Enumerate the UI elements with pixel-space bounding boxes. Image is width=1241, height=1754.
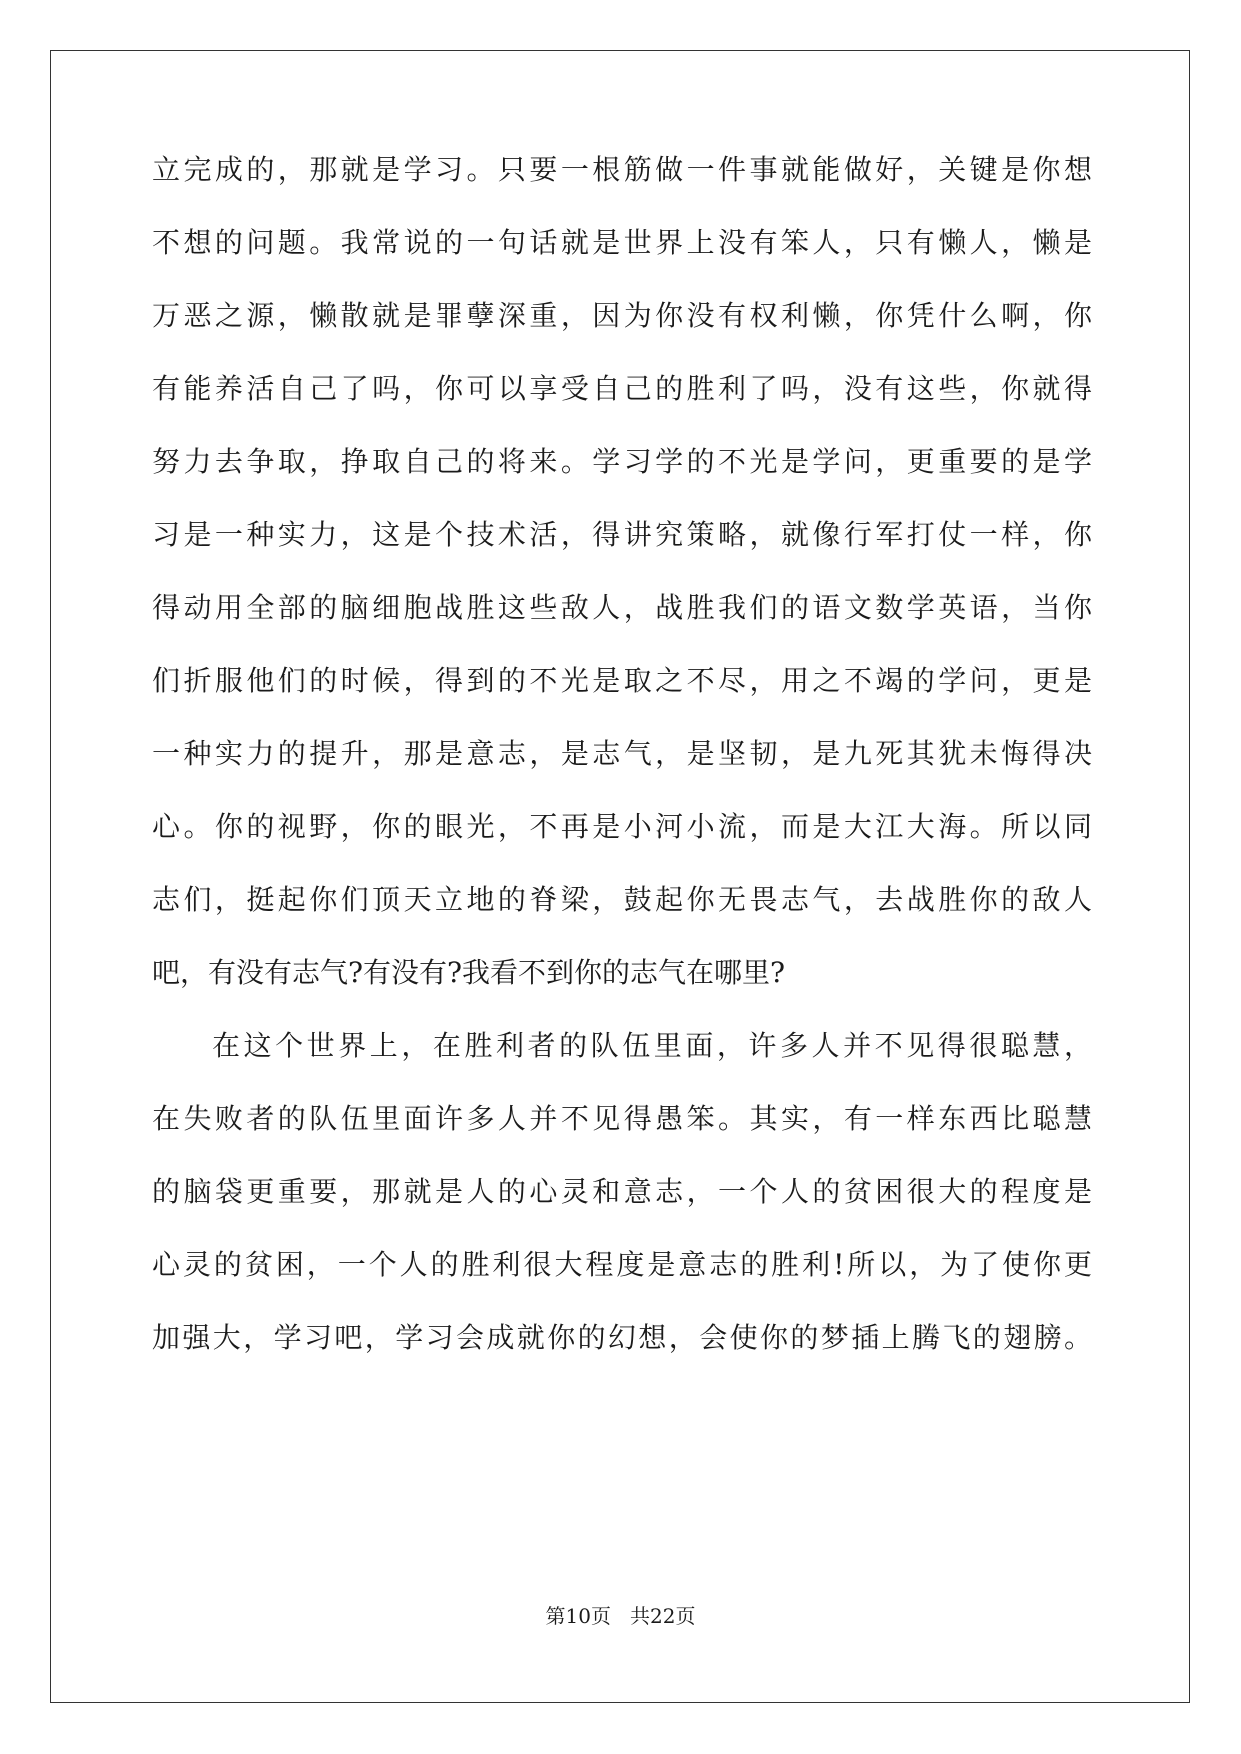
page-label: 第10页 共22页 — [545, 1604, 696, 1628]
text-line-4: 有能养活自己了吗，你可以享受自己的胜利了吗，没有这些，你就得 — [152, 372, 1092, 405]
text-line-15: 的脑袋更重要，那就是人的心灵和意志，一个人的贫困很大的程度是 — [152, 1175, 1092, 1208]
text-line-12: 吧，有没有志气?有没有?我看不到你的志气在哪里? — [152, 956, 786, 989]
text-line-11: 志们，挺起你们顶天立地的脊梁，鼓起你无畏志气，去战胜你的敌人 — [152, 883, 1092, 916]
text-line-7: 得动用全部的脑细胞战胜这些敌人，战胜我们的语文数学英语，当你 — [152, 591, 1092, 624]
text-line-14: 在失败者的队伍里面许多人并不见得愚笨。其实，有一样东西比聪慧 — [152, 1102, 1092, 1135]
text-line-9: 一种实力的提升，那是意志，是志气，是坚韧，是九死其犹未悔得决 — [152, 737, 1092, 770]
text-line-6: 习是一种实力，这是个技术活，得讲究策略，就像行军打仗一样，你 — [152, 518, 1092, 551]
text-line-5: 努力去争取，挣取自己的将来。学习学的不光是学问，更重要的是学 — [152, 445, 1092, 478]
text-line-2: 不想的问题。我常说的一句话就是世界上没有笨人，只有懒人，懒是 — [152, 226, 1092, 259]
text-line-3: 万恶之源，懒散就是罪孽深重，因为你没有权利懒，你凭什么啊，你 — [152, 299, 1092, 332]
page-number-footer — [0, 1603, 1241, 1629]
text-line-17: 加强大，学习吧，学习会成就你的幻想，会使你的梦插上腾飞的翅膀。 — [152, 1321, 1092, 1354]
text-line-10: 心。你的视野，你的眼光，不再是小河小流，而是大江大海。所以同 — [152, 810, 1092, 843]
paragraph-2-first-line: 在这个世界上，在胜利者的队伍里面，许多人并不见得很聪慧， — [212, 1029, 1092, 1062]
text-line-1: 立完成的，那就是学习。只要一根筋做一件事就能做好，关键是你想 — [152, 153, 1092, 186]
text-line-16: 心灵的贫困，一个人的胜利很大程度是意志的胜利!所以，为了使你更 — [152, 1248, 1092, 1281]
text-line-8: 们折服他们的时候，得到的不光是取之不尽，用之不竭的学问，更是 — [152, 664, 1092, 697]
